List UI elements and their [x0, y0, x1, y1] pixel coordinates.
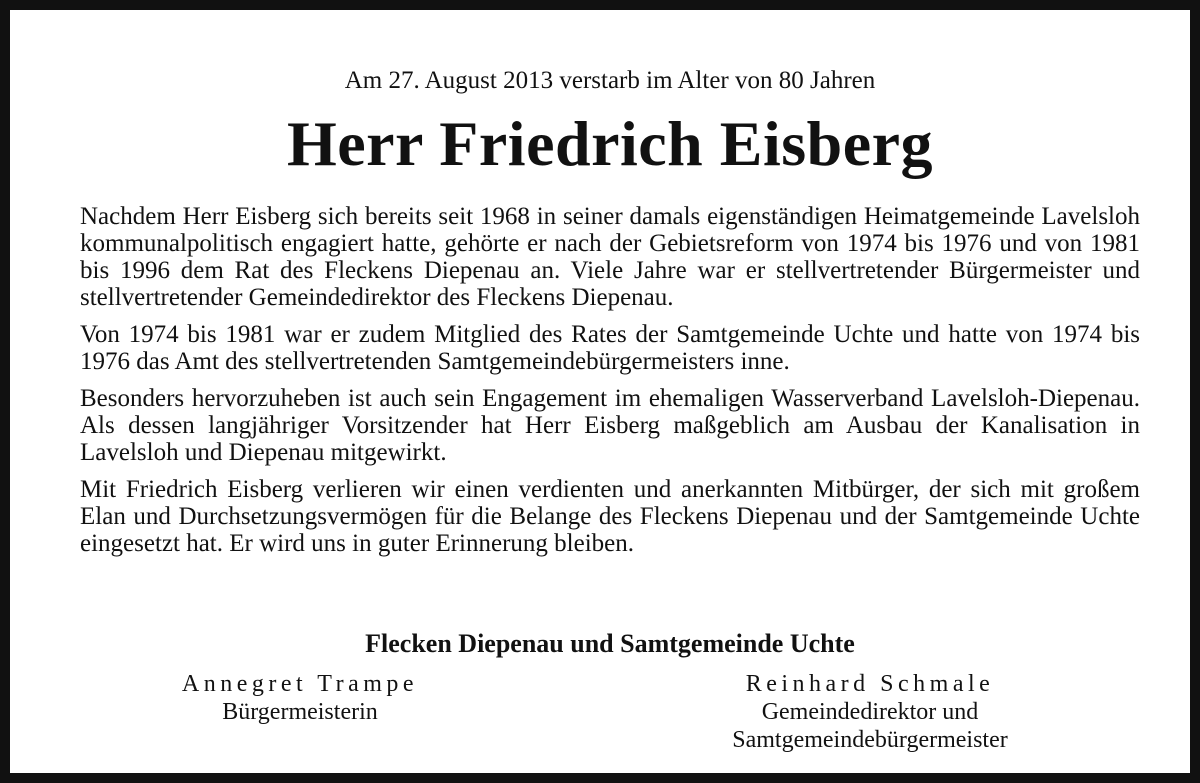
signatory-name: Annegret Trampe [181, 671, 419, 697]
notice-intro: Am 27. August 2013 verstarb im Alter von 80 Jahren [344, 67, 876, 94]
signatory-title-continued: Samtgemeindebürgermeister [732, 727, 1008, 753]
organization-name: Flecken Diepenau und Samtgemeinde Uchte [365, 629, 855, 658]
paragraph: Mit Friedrich Eisberg verlieren wir einen verdienten und anerkannten Mitbürger, der sich mit großem Elan und Durchsetzungsvermögen für die Belange des Fleckens Diepenau und der Samtgemeinde Uchte eingesetzt hat. Er wird uns in guter Erinnerung bleiben. [80, 476, 1140, 557]
paragraph: Besonders hervorzuheben ist auch sein Engagement im ehemaligen Wasserverband Lavelsloh-Diepenau. Als dessen langjähriger Vorsitzender hat Herr Eisberg maßgeblich am Ausbau der Kanalisation in Lavelsloh und Diepenau mitgewirkt. [80, 385, 1140, 466]
signature-block-right [670, 670, 1070, 754]
signature-block-left [150, 670, 450, 726]
deceased-name: Herr Friedrich Eisberg [286, 108, 934, 179]
signatory-title: Gemeindedirektor und [761, 699, 979, 725]
signatory-name: Reinhard Schmale [745, 671, 995, 697]
signatory-title: Bürgermeisterin [222, 699, 378, 725]
paragraph: Von 1974 bis 1981 war er zudem Mitglied des Rates der Samtgemeinde Uchte und hatte von 1974 bis 1976 das Amt des stellvertretenden Samtgemeindebürgermeisters inne. [80, 321, 1140, 375]
paragraph: Nachdem Herr Eisberg sich bereits seit 1968 in seiner damals eigenständigen Heimatgemeinde Lavelsloh kommunalpolitisch engagiert hatte, gehörte er nach der Gebietsreform von 1974 bis 1976 und von 1981 bis 1996 dem Rat des Fleckens Diepenau an. Viele Jahre war er stellvertretender Bürgermeister und stellvertretender Gemeindedirektor des Fleckens Diepenau. [80, 203, 1140, 311]
notice-body [80, 203, 1140, 567]
